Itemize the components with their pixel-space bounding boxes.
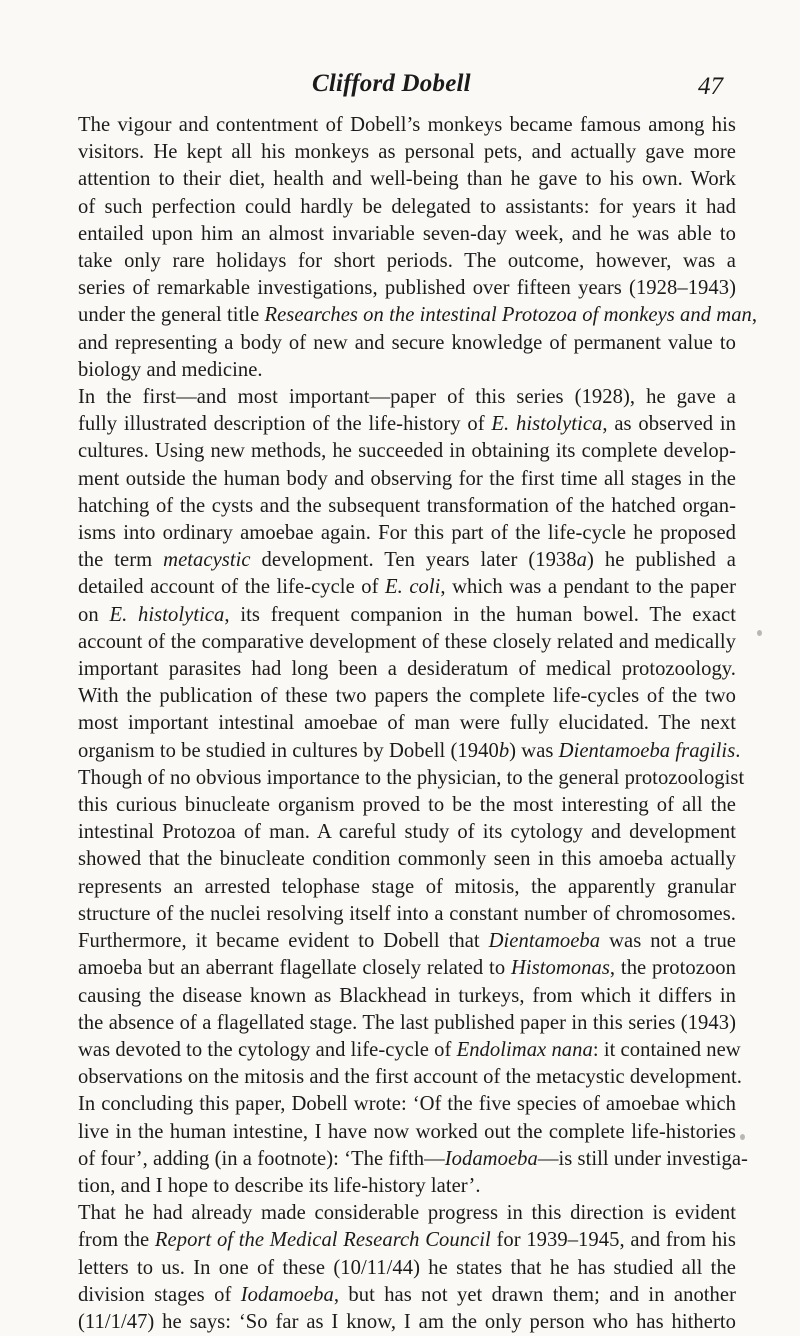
text-line: intestinal Protozoa of man. A careful study of its cytology and development	[78, 821, 736, 844]
text-line: showed that the binucleate condition commonly seen in this amoeba actually	[78, 848, 736, 871]
text-line: was devoted to the cytology and life-cycle of Endolimax nana: it contained new	[78, 1038, 741, 1061]
text-line: from the Report of the Medical Research Council for 1939–1945, and from his	[78, 1229, 736, 1252]
text-line: In concluding this paper, Dobell wrote: ‘Of the five species of amoebae which	[78, 1093, 736, 1116]
text-line: of four’, adding (in a footnote): ‘The fifth—Iodamoeba—is still under investiga-	[78, 1147, 748, 1170]
text-line: organism to be studied in cultures by Dobell (1940b) was Dientamoeba fragilis.	[78, 739, 741, 762]
text-line: observations on the mitosis and the first account of the metacystic development.	[78, 1066, 742, 1089]
text-line: biology and medicine.	[78, 358, 263, 381]
text-line: That he had already made considerable progress in this direction is evident	[78, 1202, 736, 1225]
text-line: this curious binucleate organism proved to be the most interesting of all the	[78, 794, 736, 817]
text-line: important parasites had long been a desideratum of medical protozoology.	[78, 658, 736, 681]
text-line: The vigour and contentment of Dobell’s monkeys became famous among his	[78, 114, 736, 136]
text-line: of such perfection could hardly be delegated to assistants: for years it had	[78, 195, 736, 218]
print-speck	[740, 1134, 745, 1140]
page-number: 47	[698, 73, 723, 100]
text-line: hatching of the cysts and the subsequent transformation of the hatched organ-	[78, 494, 736, 517]
text-line: letters to us. In one of these (10/11/44) he states that he has studied all the	[78, 1256, 736, 1279]
text-line: series of remarkable investigations, published over fifteen years (1928–1943)	[78, 277, 736, 300]
text-line: (11/1/47) he says: ‘So far as I know, I am the only person who has hitherto	[78, 1310, 736, 1333]
body-text	[78, 112, 758, 1336]
paragraph-research	[78, 384, 748, 1200]
text-line: division stages of Iodamoeba, but has not yet drawn them; and in another	[78, 1283, 737, 1306]
text-line: structure of the nuclei resolving itself into a constant number of chromosomes.	[78, 902, 736, 925]
text-line: Furthermore, it became evident to Dobell that Dientamoeba was not a true	[78, 930, 736, 953]
text-line: under the general title Researches on the intestinal Protozoa of monkeys and man,	[78, 304, 758, 327]
text-line: amoeba but an aberrant flagellate closely related to Histomonas, the protozoon	[78, 957, 736, 980]
text-line: In the first—and most important—paper of this series (1928), he gave a	[78, 386, 736, 409]
text-line: attention to their diet, health and well-being than he gave to his own. Work	[78, 168, 736, 191]
text-line: tion, and I hope to describe its life-history later’.	[78, 1174, 481, 1197]
text-line: take only rare holidays for short periods. The outcome, however, was a	[78, 250, 736, 273]
text-line: the term metacystic development. Ten years later (1938a) he published a	[78, 549, 736, 572]
paragraph-monkeys	[78, 112, 758, 384]
text-line: visitors. He kept all his monkeys as personal pets, and actually gave more	[78, 141, 736, 164]
print-speck	[757, 630, 762, 636]
text-line: account of the comparative development of these closely related and medically	[78, 630, 736, 653]
text-line: cultures. Using new methods, he succeeded in obtaining its complete develop-	[78, 440, 736, 463]
paragraph-iodamoeba	[78, 1200, 736, 1336]
text-line: fully illustrated description of the life-history of E. histolytica, as observed in	[78, 413, 736, 436]
running-head: Clifford Dobell	[312, 70, 471, 97]
text-line: on E. histolytica, its frequent companion in the human bowel. The exact	[78, 603, 736, 626]
text-line: isms into ordinary amoebae again. For this part of the life-cycle he proposed	[78, 522, 736, 545]
text-line: ment outside the human body and observing for the first time all stages in the	[78, 467, 736, 490]
page-header	[0, 70, 800, 110]
text-line: Though of no obvious importance to the physician, to the general protozoologist	[78, 766, 745, 789]
text-line: With the publication of these two papers the complete life-cycles of the two	[78, 685, 736, 708]
text-line: represents an arrested telophase stage of mitosis, the apparently granular	[78, 875, 736, 898]
text-line: most important intestinal amoebae of man were fully elucidated. The next	[78, 712, 736, 735]
text-line: entailed upon him an almost invariable seven-day week, and he was able to	[78, 222, 736, 245]
text-line: causing the disease known as Blackhead in turkeys, from which it differs in	[78, 984, 736, 1007]
text-line: the absence of a flagellated stage. The last published paper in this series (1943)	[78, 1011, 736, 1034]
text-line: live in the human intestine, I have now worked out the complete life-histories	[78, 1120, 736, 1143]
text-line: and representing a body of new and secure knowledge of permanent value to	[78, 331, 736, 354]
text-line: detailed account of the life-cycle of E. coli, which was a pendant to the paper	[78, 576, 736, 599]
series-title: Researches on the intestinal Protozoa of monkeys and man	[264, 304, 752, 327]
